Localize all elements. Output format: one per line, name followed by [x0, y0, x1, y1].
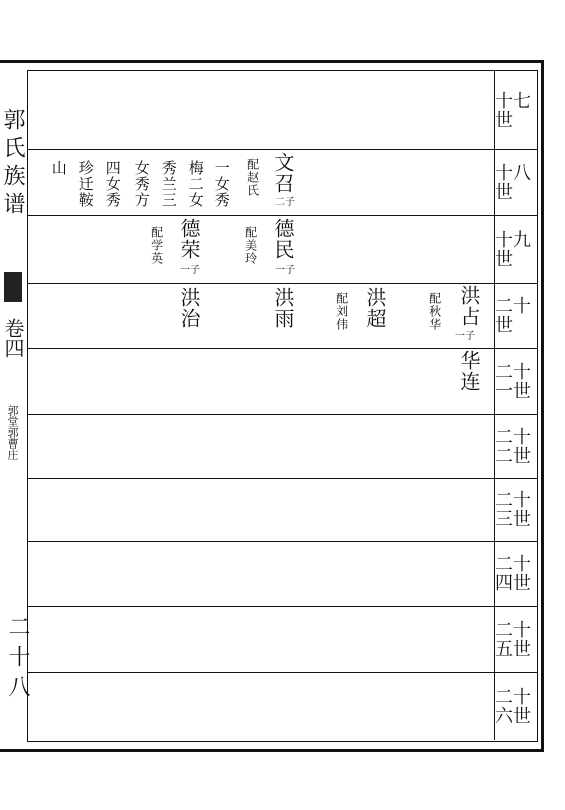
- generation-label: 二十世: [495, 296, 531, 336]
- daughter-note: 山: [49, 160, 68, 176]
- generation-label: 十八世: [495, 162, 531, 203]
- row-divider: [27, 283, 537, 284]
- generation-label: 二十五世: [495, 619, 531, 660]
- generation-label: 二十一世: [495, 361, 531, 402]
- daughter-note: 四女秀: [103, 160, 122, 208]
- row-divider: [27, 672, 537, 673]
- spouse: 配学英: [149, 226, 164, 265]
- person-name: 华连: [457, 350, 481, 392]
- generation-label: 二十二世: [495, 426, 531, 467]
- row-divider: [27, 348, 537, 349]
- children-count: 二子: [275, 197, 295, 208]
- person-name: 德民: [271, 218, 295, 260]
- row-divider: [27, 149, 537, 150]
- person-name: 洪治: [177, 287, 201, 329]
- generation-label: 十七世: [495, 90, 531, 131]
- person-name: 德荣: [177, 218, 201, 260]
- row-divider: [27, 215, 537, 216]
- generation-label: 二十四世: [495, 554, 531, 594]
- seal-mark: [4, 272, 22, 302]
- page-number: 二十八: [5, 615, 30, 705]
- children-count: 一子: [455, 331, 475, 342]
- daughter-note: 秀兰三: [159, 160, 178, 208]
- book-title: 郭氏族谱: [0, 108, 25, 220]
- subtitle: 郭堂郭曹庄: [6, 405, 19, 460]
- generation-label: 二十六世: [495, 686, 531, 727]
- daughter-note: 梅二女: [186, 160, 205, 208]
- children-count: 一子: [275, 265, 295, 276]
- daughter-note: 一女秀: [212, 160, 231, 208]
- row-divider: [27, 478, 537, 479]
- generation-label: 十九世: [495, 229, 531, 270]
- volume-label: 卷四: [1, 318, 25, 358]
- person-name: 洪超: [363, 287, 387, 329]
- person-name: 文召: [271, 152, 295, 194]
- spouse: 配刘伟: [334, 292, 349, 331]
- row-divider: [27, 414, 537, 415]
- row-divider: [27, 541, 537, 542]
- person-name: 洪占: [457, 285, 481, 327]
- person-name: 洪雨: [271, 287, 295, 329]
- daughter-note: 女秀方: [132, 160, 151, 208]
- spouse: 配秋华: [427, 292, 442, 331]
- daughter-note: 珍迁鞍: [76, 160, 95, 208]
- generation-label: 二十三世: [495, 490, 531, 530]
- spouse: 配赵氏: [245, 158, 260, 197]
- children-count: 一子: [180, 265, 200, 276]
- spouse: 配美玲: [243, 226, 258, 265]
- row-divider: [27, 606, 537, 607]
